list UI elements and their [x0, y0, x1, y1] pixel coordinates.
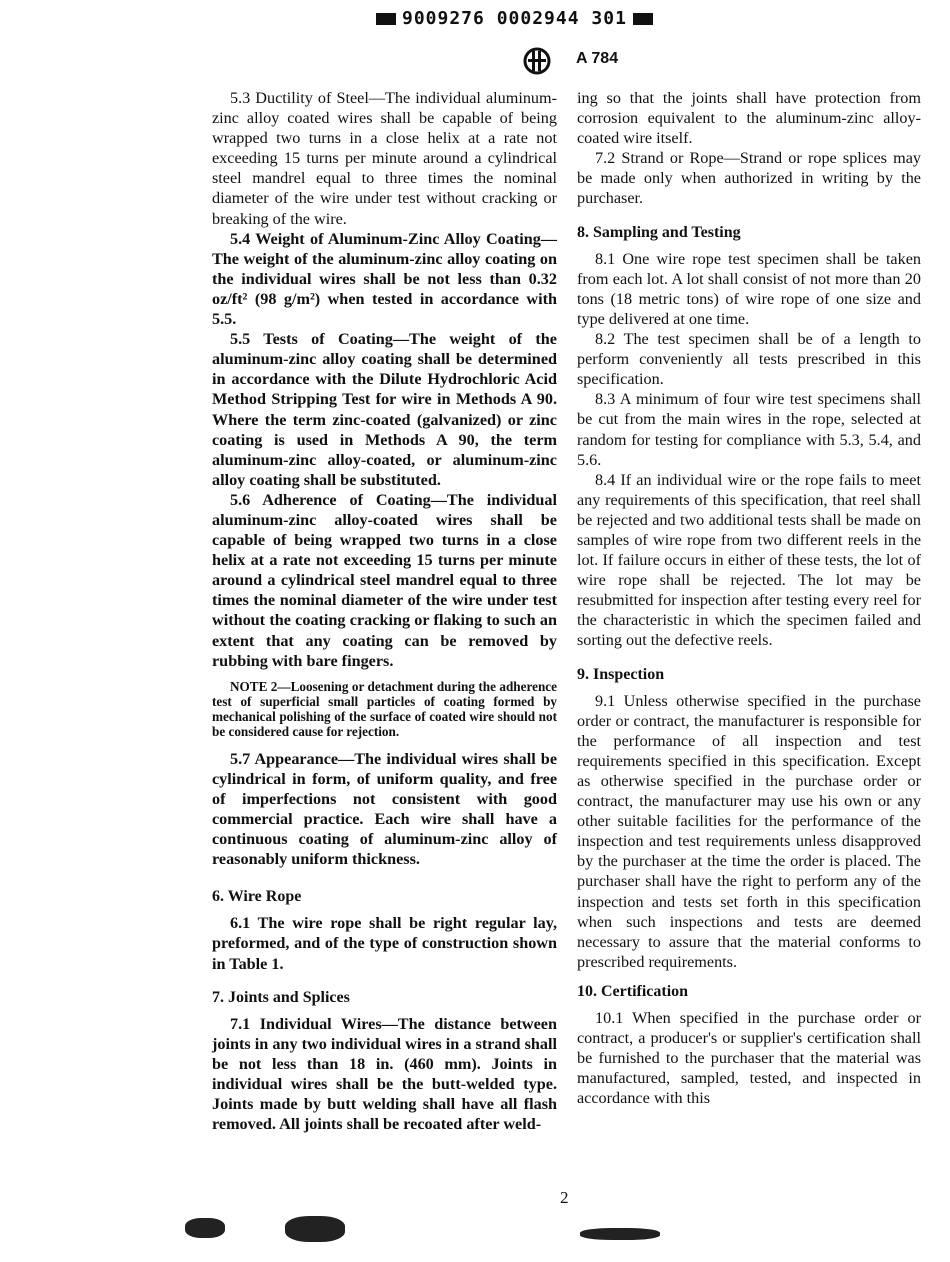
paragraph-5-4: 5.4 Weight of Aluminum-Zinc Alloy Coating—The weight of the aluminum-zinc alloy coating on the individual wires shall be not less than 0.32 oz/ft² (98 g/m²) when tested in accordance with 5.5.: [212, 229, 557, 329]
paragraph-9-1: 9.1 Unless otherwise specified in the purchase order or contract, the manufacturer is responsible for the performance of all inspection and test requirements specified in this specification. Except as otherwise specified in the purchase order or contract, the manufacturer may use his own or any other suitable facilities for the performance of the inspection and test requirements unless disapproved by the purchaser at the time the order is placed. The purchaser shall have the right to perform any of the inspection and tests set forth in this specification when such inspections and tests are deemed necessary to assure that the material conforms to prescribed requirements.: [577, 691, 921, 971]
paragraph-7-2: 7.2 Strand or Rope—Strand or rope splices may be made only when authorized in writing by the purchaser.: [577, 149, 921, 208]
section-heading-7: 7. Joints and Splices: [212, 988, 350, 1006]
paragraph-6-1: 6.1 The wire rope shall be right regular lay, preformed, and of the type of construction shown in Table 1.: [212, 914, 557, 973]
paragraph-8-3: 8.3 A minimum of four wire test specimens shall be cut from the main wires in the rope, selected at random for testing for compliance with 5.3, 5.4, and 5.6.: [577, 390, 921, 469]
right-column: [577, 88, 921, 1109]
designation: A 784: [576, 50, 619, 67]
astm-logo-icon: [523, 46, 551, 76]
paragraph-8-2: 8.2 The test specimen shall be of a length to perform conveniently all tests prescribed in this specification.: [577, 330, 921, 389]
paragraph-5-7: 5.7 Appearance—The individual wires shall be cylindrical in form, of uniform quality, and free of imperfections not consistent with good commercial practice. Each wire shall have a continuous coating of aluminum-zinc alloy of reasonably uniform thickness.: [212, 749, 557, 869]
scan-smudge: [285, 1216, 345, 1242]
left-column: [212, 88, 557, 1134]
paragraph-5-3: 5.3 Ductility of Steel—The individual aluminum-zinc alloy coated wires shall be capable of being wrapped two turns in a close helix at a rate not exceeding 15 turns per minute around a cylindrical steel mandrel equal to three times the nominal diameter of the wire under test without cracking or breaking of the wire.: [212, 89, 557, 228]
page-number: 2: [560, 1188, 569, 1207]
paragraph-7-1: 7.1 Individual Wires—The distance between joints in any two individual wires in a strand shall be not less than 18 in. (460 mm). Joints in individual wires shall be the butt-welded type. Joints made by butt welding shall have all flash removed. All joints shall be recoated after weld-: [212, 1014, 557, 1134]
paragraph-7-1-continued: ing so that the joints shall have protection from corrosion equivalent to the aluminum-zinc alloy-coated wire itself.: [577, 89, 921, 148]
paragraph-8-1: 8.1 One wire rope test specimen shall be taken from each lot. A lot shall consist of not more than 20 tons (18 metric tons) of wire rope of one size and type delivered at one time.: [577, 249, 921, 328]
section-heading-8: 8. Sampling and Testing: [577, 223, 741, 241]
section-heading-9: 9. Inspection: [577, 665, 665, 683]
scan-smudge: [185, 1218, 225, 1238]
section-heading-6: 6. Wire Rope: [212, 888, 302, 906]
barcode-header: 9009276 0002944 301: [370, 8, 659, 29]
paragraph-5-5: 5.5 Tests of Coating—The weight of the aluminum-zinc alloy coating shall be determined in accordance with the Dilute Hydrochloric Acid Method Stripping Test for wire in Methods A 90. Where the term zinc-coated (galvanized) or zinc coating is used in Methods A 90, the term aluminum-zinc alloy-coated, or aluminum-zinc alloy coating shall be substituted.: [212, 330, 557, 489]
paragraph-5-6: 5.6 Adherence of Coating—The individual aluminum-zinc alloy-coated wires shall be capable of being wrapped two turns in a close helix at a rate not exceeding 15 turns per minute around a cylindrical steel mandrel equal to three times the nominal diameter of the wire under test without the coating cracking or flaking to such an extent that any coating can be removed by rubbing with bare fingers.: [212, 490, 557, 670]
paragraph-8-4: 8.4 If an individual wire or the rope fails to meet any requirements of this specification, that reel shall be rejected and two additional tests shall be made on samples of wire rope from two different reels in the lot. If failure occurs in either of these tests, the lot of wire rope shall be rejected. The lot may be resubmitted for inspection after testing every reel for the characteristic in which the specimen failed and sorting out the defective reels.: [577, 470, 921, 650]
scan-smudge: [580, 1228, 660, 1240]
note-2: NOTE 2—Loosening or detachment during the adherence test of superficial small particles of coating formed by mechanical polishing of the surface of coated wire should not be considered cause for rejection.: [212, 678, 557, 739]
section-heading-10: 10. Certification: [577, 982, 689, 1000]
paragraph-10-1: 10.1 When specified in the purchase order or contract, a producer's or supplier's certification shall be furnished to the purchaser that the material was manufactured, sampled, tested, and inspected in accordance with this: [577, 1009, 921, 1108]
